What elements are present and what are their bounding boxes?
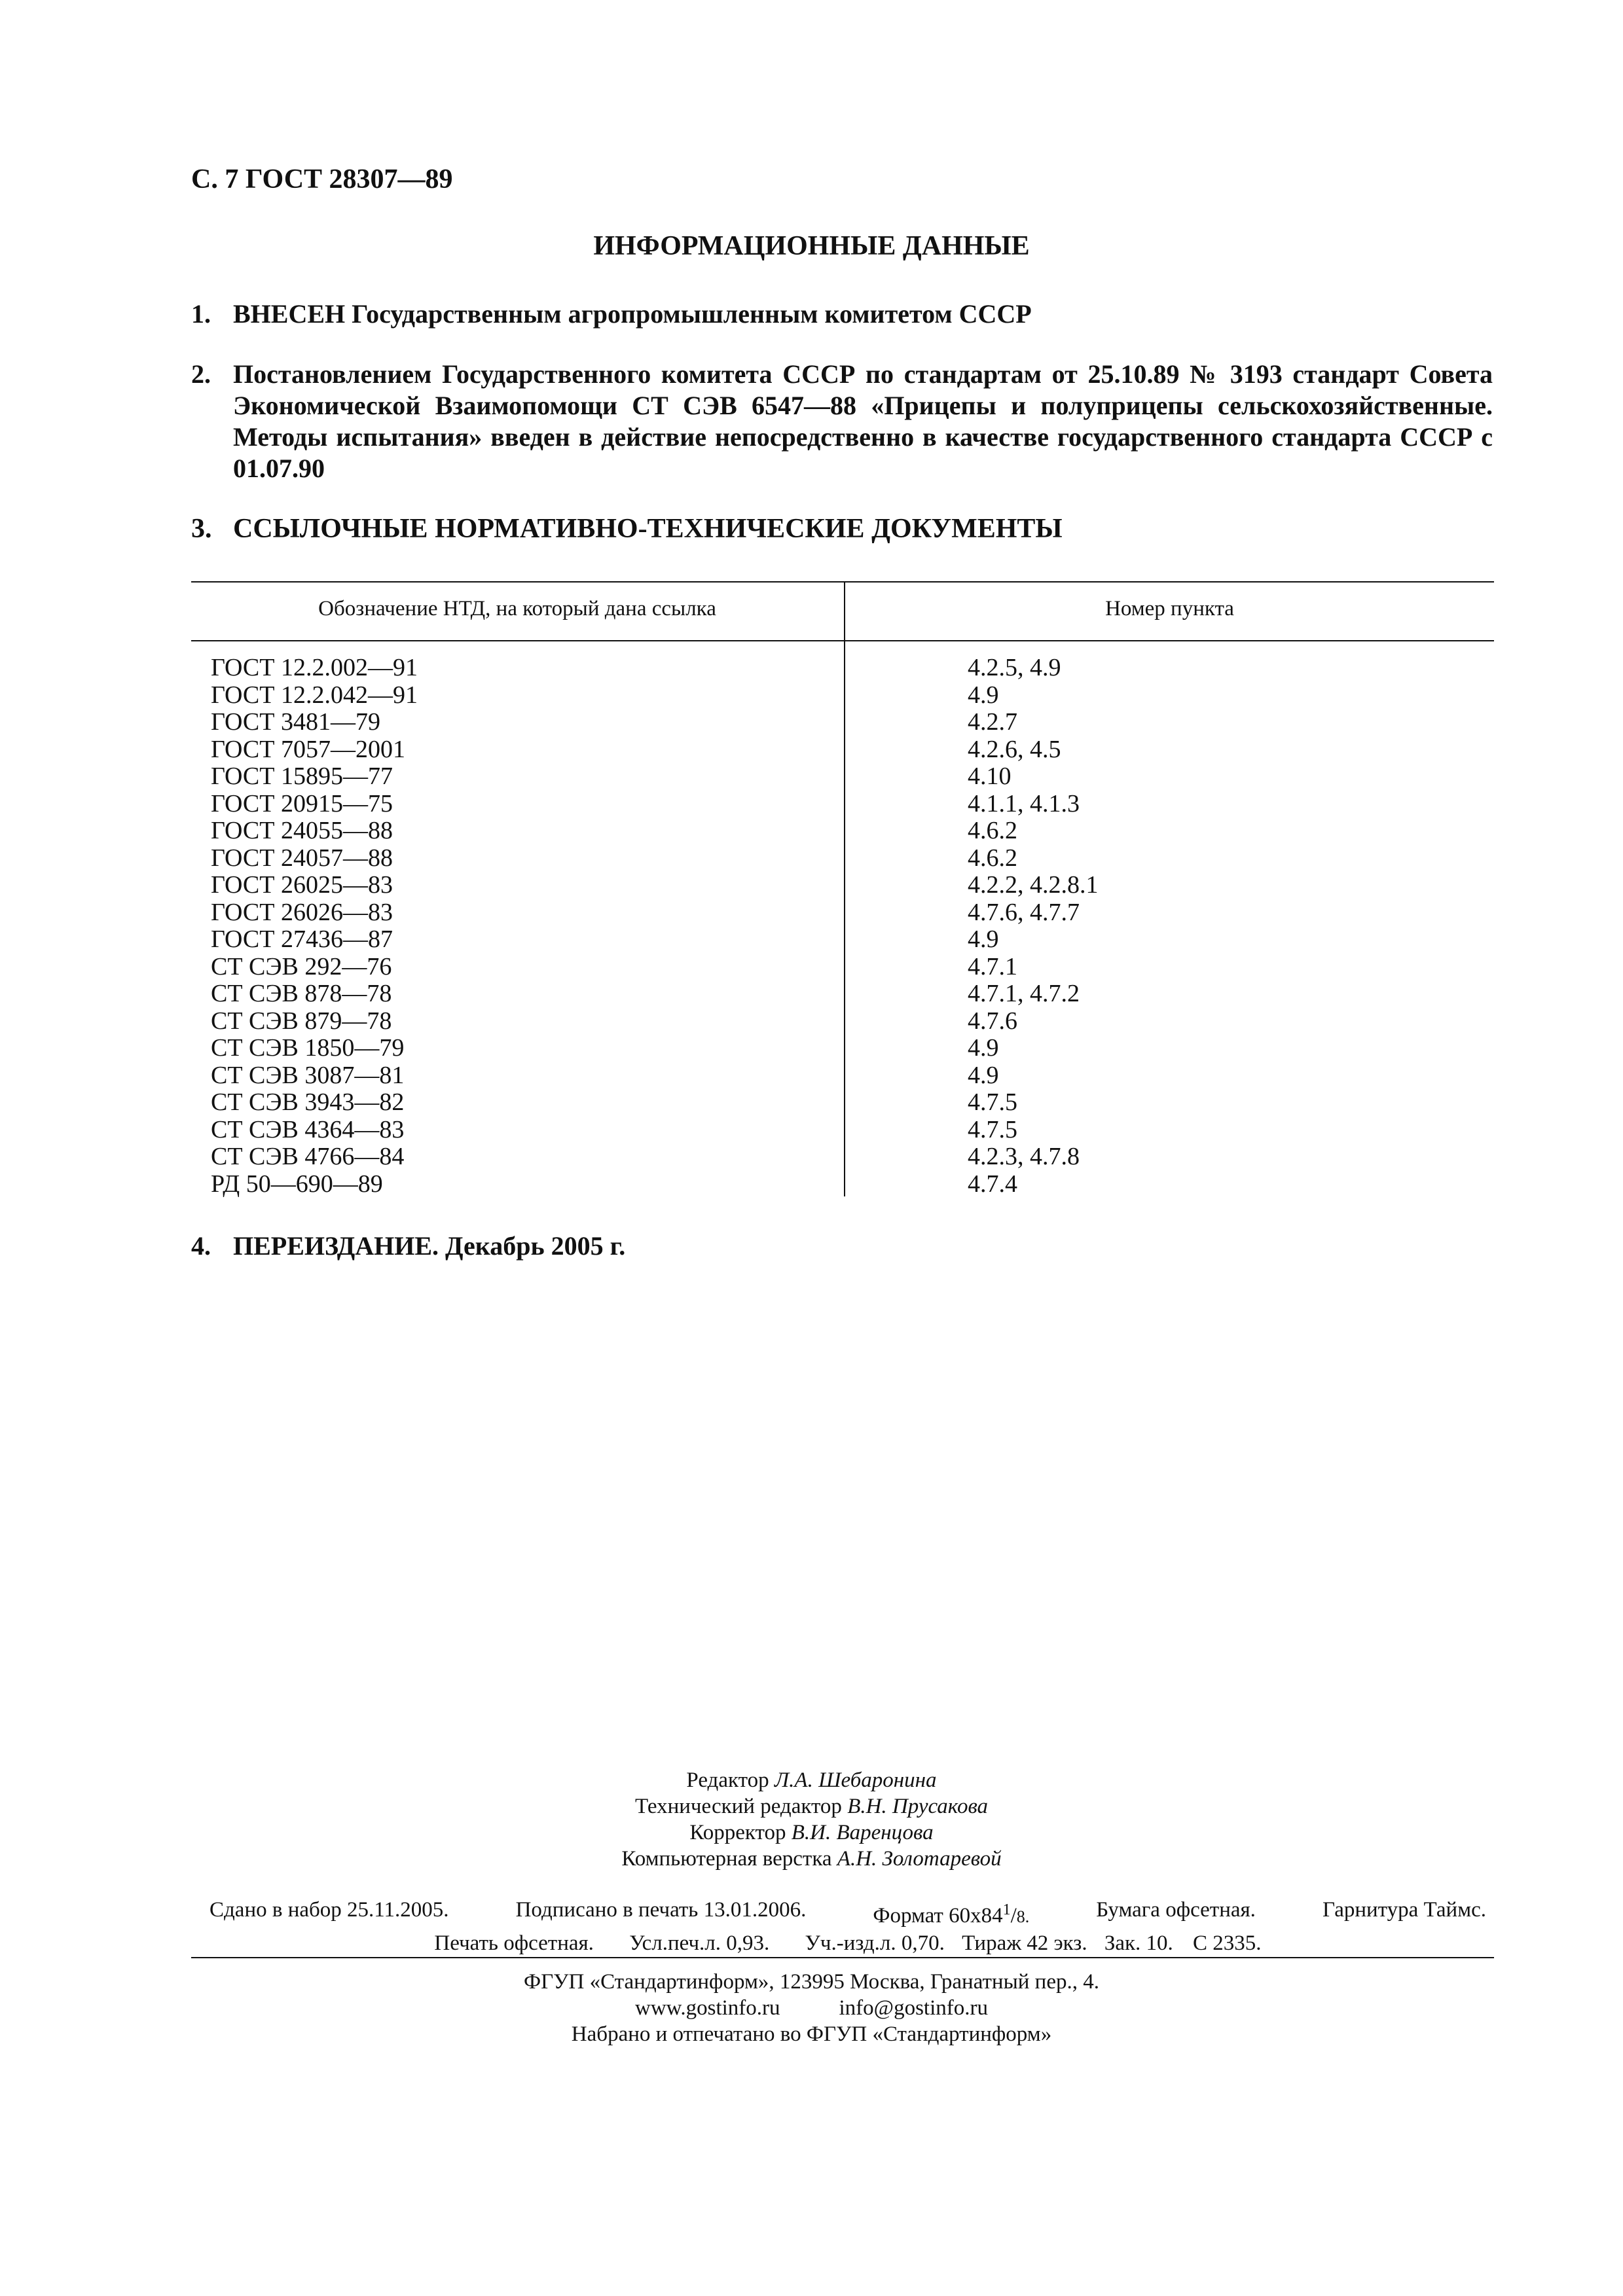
format-fraction-den: 8.: [1016, 1907, 1030, 1926]
table-cell-clause: 4.2.7: [968, 708, 1017, 736]
table-cell-reference: СТ СЭВ 879—78: [211, 1007, 392, 1035]
credit-role: Корректор: [689, 1821, 786, 1844]
table-column-divider: [844, 581, 845, 1196]
table-cell-reference: ГОСТ 3481—79: [211, 708, 380, 736]
table-cell-reference: ГОСТ 12.2.042—91: [211, 681, 418, 709]
table-cell-reference: ГОСТ 12.2.002—91: [211, 654, 418, 681]
table-cell-clause: 4.7.5: [968, 1115, 1017, 1143]
table-cell-reference: СТ СЭВ 292—76: [211, 952, 392, 980]
section-text: ВНЕСЕН Государственным агропромышленным комитетом СССР: [233, 299, 1032, 329]
format: Формат $60х84^1/8$.: [873, 1901, 1030, 1928]
table-cell-reference: ГОСТ 24057—88: [211, 844, 393, 872]
table-cell-clause: 4.9: [968, 1061, 999, 1089]
credit-line: [0, 1846, 1623, 1872]
print-run: Тираж 42 экз.: [962, 1931, 1087, 1955]
credit-line: [0, 1767, 1623, 1793]
table-cell-clause: 4.1.1, 4.1.3: [968, 789, 1080, 817]
section-text: Постановлением Государственного комитета СССР по стандартам от 25.10.89 № 3193 стандарт Совета Экономической Взаимопомощи СТ СЭВ 6547—88 «Прицепы и полуприцепы сельскохозяйственные. Методы испытания» введен в действие непосредственно в качестве государственного стандарта СССР с 01.07.90: [233, 359, 1493, 483]
table-cell-reference: СТ СЭВ 3087—81: [211, 1061, 405, 1089]
typeface: Гарнитура Таймс.: [1322, 1898, 1486, 1922]
section-number: 3.: [191, 514, 212, 544]
table-column-reference: [211, 655, 418, 1198]
section-text: ССЫЛОЧНЫЕ НОРМАТИВНО-ТЕХНИЧЕСКИЕ ДОКУМЕНТЫ: [233, 514, 1063, 544]
table-cell-reference: СТ СЭВ 3943—82: [211, 1088, 405, 1116]
code: С 2335.: [1193, 1931, 1262, 1955]
table-cell-reference: ГОСТ 7057—2001: [211, 735, 405, 763]
table-header-reference: Обозначение НТД, на который дана ссылка: [318, 597, 716, 620]
credit-role: Редактор: [686, 1768, 769, 1792]
table-cell-clause: 4.6.2: [968, 817, 1017, 844]
section-1: [191, 298, 1493, 330]
table-column-clause: [968, 655, 1099, 1198]
table-cell-clause: 4.2.3, 4.7.8: [968, 1143, 1080, 1170]
table-cell-reference: ГОСТ 27436—87: [211, 925, 393, 953]
table-cell-clause: 4.7.6: [968, 1007, 1017, 1035]
table-cell-clause: 4.7.1, 4.7.2: [968, 980, 1080, 1007]
table-cell-reference: РД 50—690—89: [211, 1170, 383, 1198]
table-header-rule: [191, 640, 1494, 641]
credit-role: Компьютерная верстка: [621, 1847, 832, 1871]
format-value: Формат 60х84: [873, 1904, 1003, 1928]
table-cell-reference: СТ СЭВ 4766—84: [211, 1143, 405, 1170]
table-cell-clause: 4.7.5: [968, 1088, 1017, 1116]
table-cell-clause: 4.9: [968, 1034, 999, 1062]
document-title: ИНФОРМАЦИОННЫЕ ДАННЫЕ: [593, 231, 1030, 261]
credit-name: Л.А. Шебаронина: [774, 1768, 937, 1792]
credit-name: В.И. Варенцова: [791, 1821, 934, 1844]
table-top-rule: [191, 581, 1494, 583]
table-cell-clause: 4.7.1: [968, 952, 1017, 980]
credit-line: [0, 1820, 1623, 1846]
table-cell-clause: 4.2.2, 4.2.8.1: [968, 871, 1099, 899]
publisher-footer: [0, 1969, 1623, 2047]
table-cell-reference: СТ СЭВ 4364—83: [211, 1115, 405, 1143]
credit-role: Технический редактор: [634, 1795, 842, 1818]
page-header: С. 7 ГОСТ 28307—89: [191, 164, 453, 194]
table-cell-reference: ГОСТ 26026—83: [211, 898, 393, 926]
table-header-clause: Номер пункта: [1105, 597, 1234, 620]
publisher-email: info@gostinfo.ru: [839, 1996, 988, 2020]
section-3: [191, 513, 1493, 545]
publisher-address: ФГУП «Стандартинформ», 123995 Москва, Гранатный пер., 4.: [524, 1970, 1099, 1994]
typeset-date: Сдано в набор 25.11.2005.: [210, 1898, 449, 1922]
section-text: ПЕРЕИЗДАНИЕ. Декабрь 2005 г.: [233, 1231, 626, 1261]
section-4: [191, 1230, 1493, 1262]
print-sheets: Усл.печ.л. 0,93.: [629, 1931, 770, 1955]
section-2: [191, 359, 1493, 484]
paper-type: Бумага офсетная.: [1096, 1898, 1256, 1922]
table-cell-clause: 4.7.6, 4.7.7: [968, 898, 1080, 926]
section-number: 2.: [191, 359, 211, 389]
section-number: 1.: [191, 299, 211, 329]
publisher-sheets: Уч.-изд.л. 0,70.: [805, 1931, 945, 1955]
table-cell-reference: СТ СЭВ 878—78: [211, 980, 392, 1007]
table-cell-clause: 4.10: [968, 762, 1012, 790]
credit-name: В.Н. Прусакова: [847, 1795, 989, 1818]
publisher-contacts: [0, 1995, 1623, 2021]
imprint-rule: [191, 1957, 1494, 1958]
signed-date: Подписано в печать 13.01.2006.: [515, 1898, 807, 1922]
format-fraction-num: 1: [1002, 1901, 1011, 1918]
table-cell-reference: СТ СЭВ 1850—79: [211, 1034, 405, 1062]
table-cell-clause: 4.9: [968, 681, 999, 709]
order-number: Зак. 10.: [1104, 1931, 1173, 1955]
publication-info-line-2: [210, 1930, 1486, 1956]
table-cell-clause: 4.2.5, 4.9: [968, 654, 1061, 681]
table-cell-reference: ГОСТ 15895—77: [211, 762, 393, 790]
credit-name: А.Н. Золотаревой: [837, 1847, 1002, 1871]
credits-block: [0, 1767, 1623, 1872]
table-cell-clause: 4.7.4: [968, 1170, 1017, 1198]
publication-info: [210, 1897, 1486, 1956]
table-cell-clause: 4.9: [968, 925, 999, 953]
publisher-website: www.gostinfo.ru: [635, 1996, 780, 2020]
table-cell-reference: ГОСТ 24055—88: [211, 817, 393, 844]
credit-line: [0, 1793, 1623, 1820]
print-type: Печать офсетная.: [434, 1931, 594, 1955]
table-cell-clause: 4.6.2: [968, 844, 1017, 872]
table-cell-clause: 4.2.6, 4.5: [968, 735, 1061, 763]
publication-info-line-1: [210, 1897, 1486, 1930]
printed-by: Набрано и отпечатано во ФГУП «Стандартинформ»: [571, 2022, 1052, 2046]
section-number: 4.: [191, 1231, 211, 1261]
table-cell-reference: ГОСТ 20915—75: [211, 789, 393, 817]
table-cell-reference: ГОСТ 26025—83: [211, 871, 393, 899]
